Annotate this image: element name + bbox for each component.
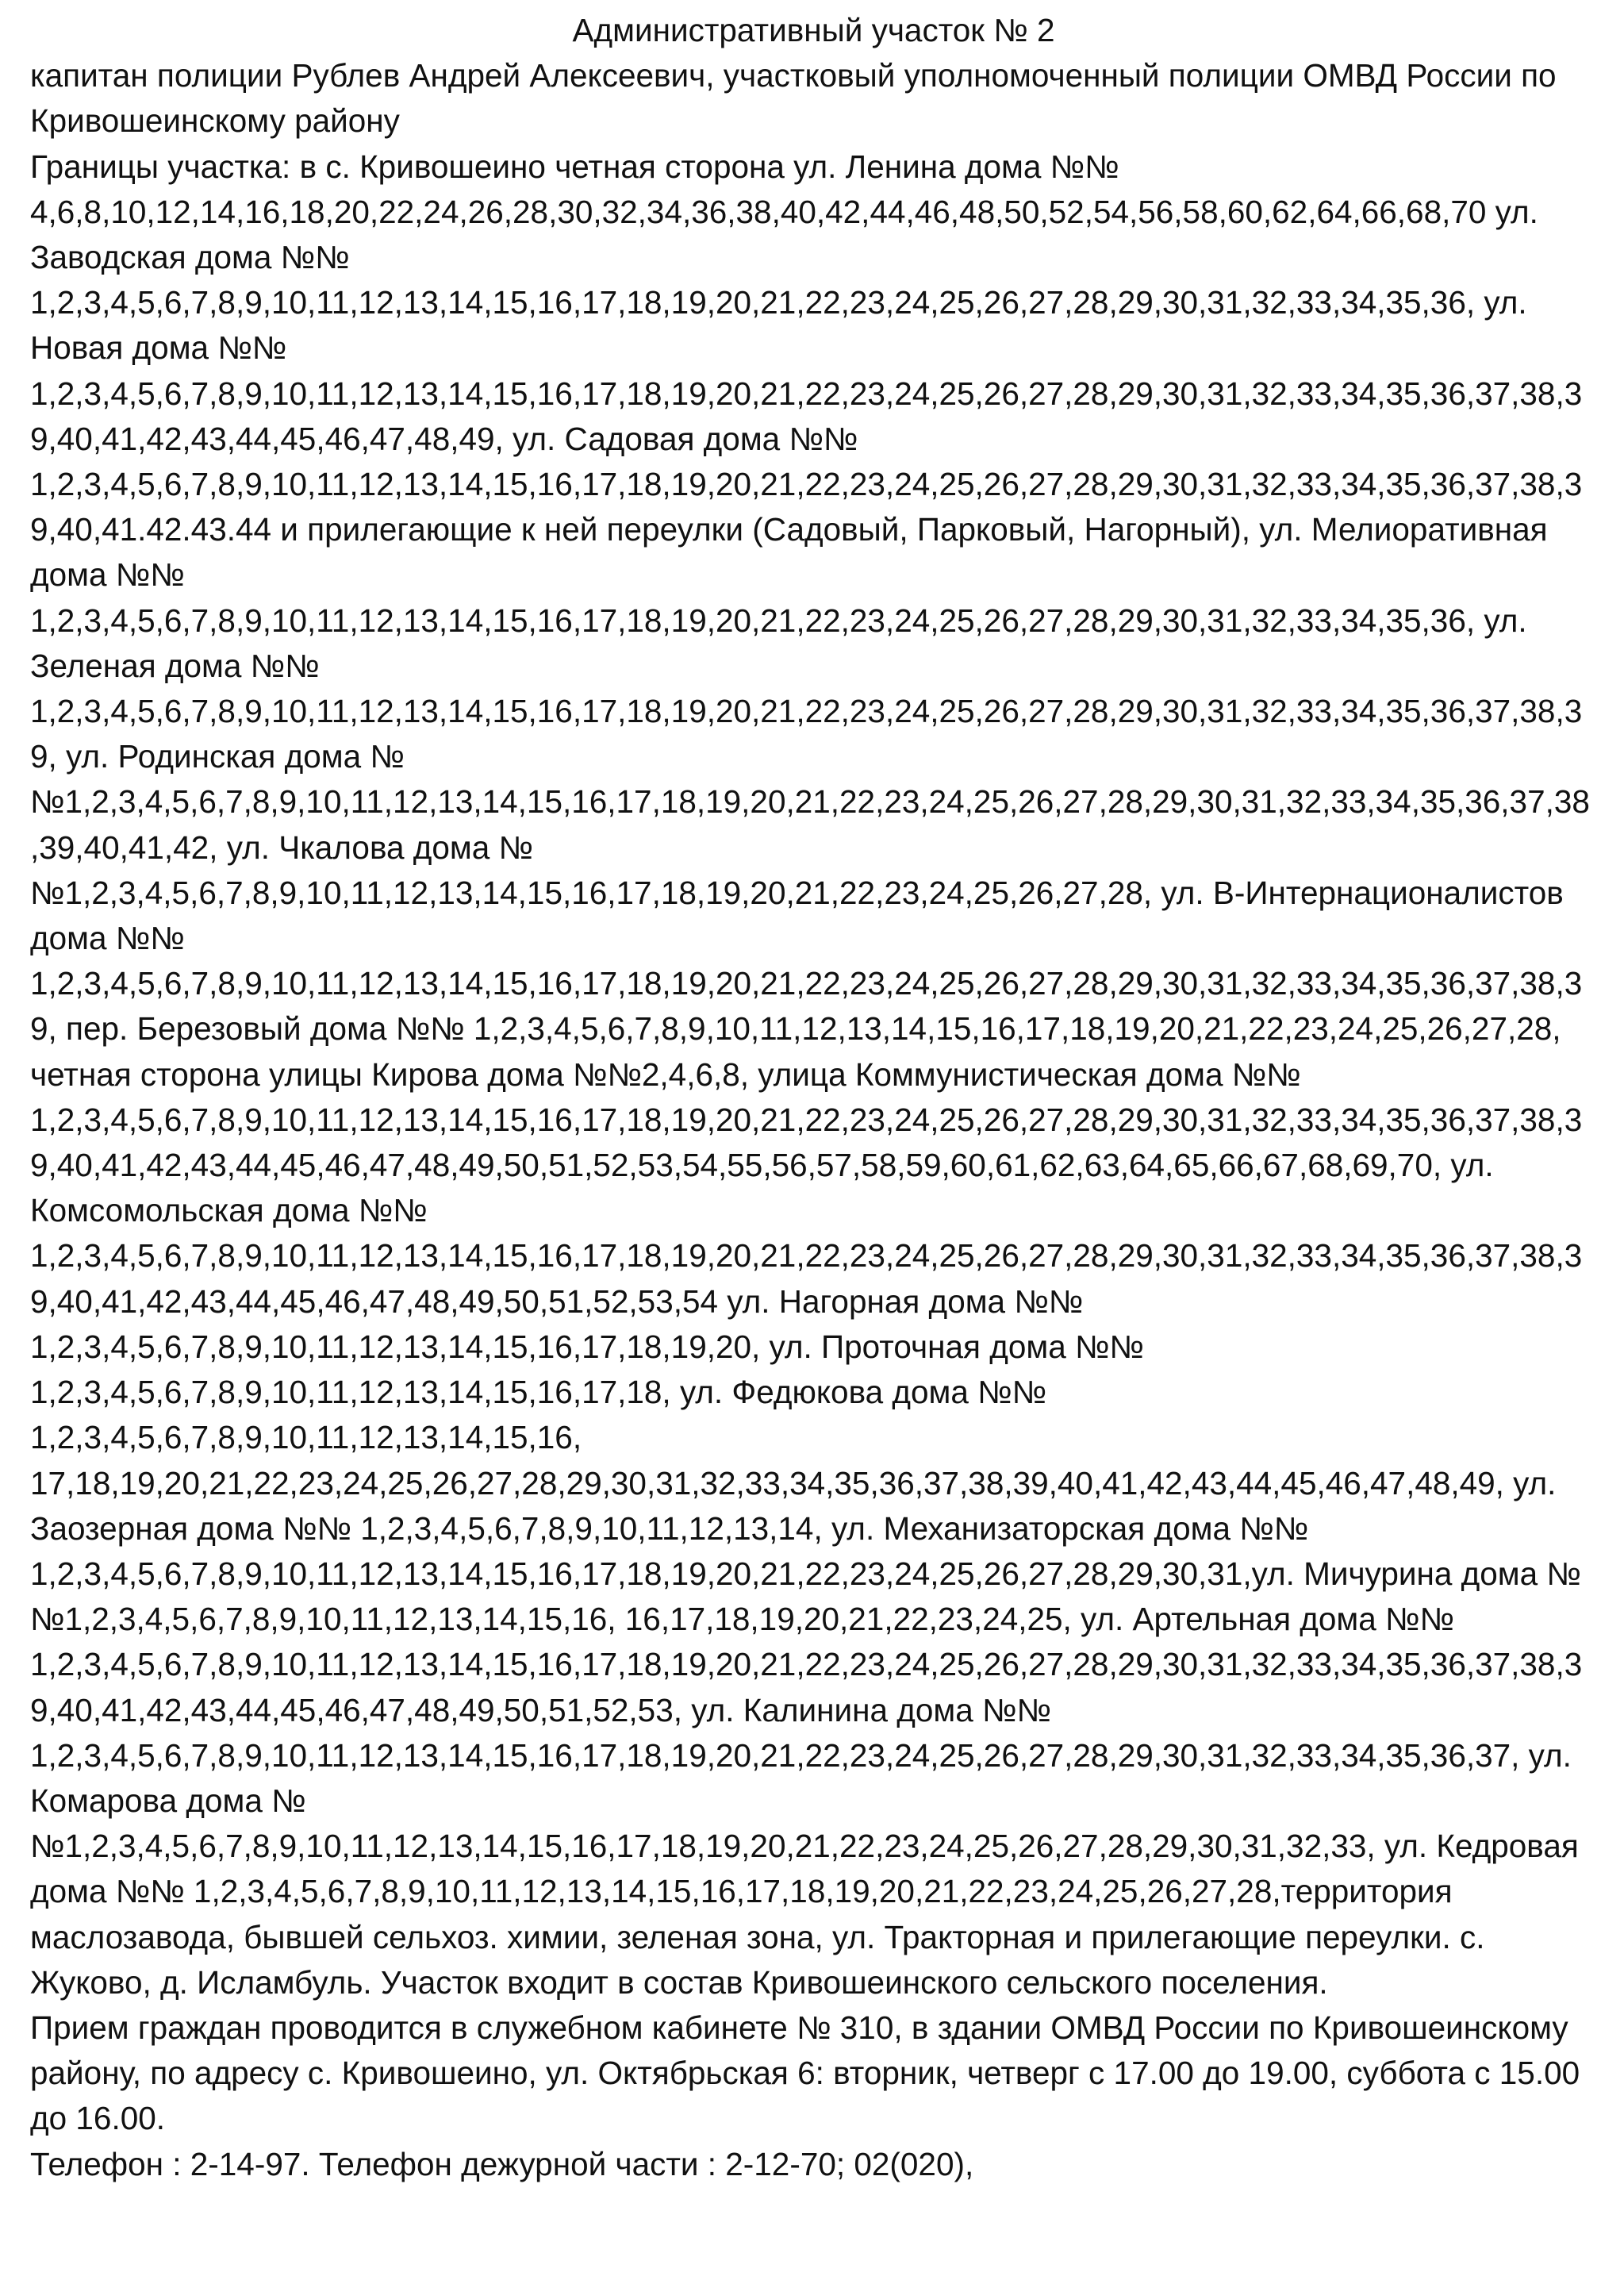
reception-paragraph: Прием граждан проводится в служебном кабинете № 310, в здании ОМВД России по Кривошеинскому району, по адресу с. Кривошеино, ул. Октябрьская 6: вторник, четверг с 17.00 до 19.00, суббота с 15.00 до 16.00. [30, 2009, 1580, 2137]
document-title: Административный участок № 2 [572, 12, 1055, 48]
boundaries-paragraph: Границы участка: в с. Кривошеино четная сторона ул. Ленина дома №№ 4,6,8,10,12,14,16,18,20,22,24,26,28,30,32,34,36,38,40,42,44,46,48,50,52,54,56,58,60,62,64,66,68,70 ул. Заводская дома №№ 1,2,3,4,5,6,7,8,9,10,11,12,13,14,15,16,17,18,19,20,21,22,23,24,25,26,27,28,29,30,31,32,33,34,35,36, ул. Новая дома №№ 1,2,3,4,5,6,7,8,9,10,11,12,13,14,15,16,17,18,19,20,21,22,23,24,25,26,27,28,29,30,31,32,33,34,35,36,37,38,39,40,41,42,43,44,45,46,47,48,49, ул. Садовая дома №№ 1,2,3,4,5,6,7,8,9,10,11,12,13,14,15,16,17,18,19,20,21,22,23,24,25,26,27,28,29,30,31,32,33,34,35,36,37,38,39,40,41.42.43.44 и прилегающие к ней переулки (Садовый, Парковый, Нагорный), ул. Мелиоративная дома №№ 1,2,3,4,5,6,7,8,9,10,11,12,13,14,15,16,17,18,19,20,21,22,23,24,25,26,27,28,29,30,31,32,33,34,35,36, ул. Зеленая дома №№ 1,2,3,4,5,6,7,8,9,10,11,12,13,14,15,16,17,18,19,20,21,22,23,24,25,26,27,28,29,30,31,32,33,34,35,36,37,38,39, ул. Родинская дома №№1,2,3,4,5,6,7,8,9,10,11,12,13,14,15,16,17,18,19,20,21,22,23,24,25,26,27,28,29,30,31,32,33,34,35,36,37,38,39,40,41,42, ул. Чкалова дома №№1,2,3,4,5,6,7,8,9,10,11,12,13,14,15,16,17,18,19,20,21,22,23,24,25,26,27,28, ул. В-Интернационалистов дома №№ 1,2,3,4,5,6,7,8,9,10,11,12,13,14,15,16,17,18,19,20,21,22,23,24,25,26,27,28,29,30,31,32,33,34,35,36,37,38,39, пер. Березовый дома №№ 1,2,3,4,5,6,7,8,9,10,11,12,13,14,15,16,17,18,19,20,21,22,23,24,25,26,27,28, четная сторона улицы Кирова дома №№2,4,6,8, улица Коммунистическая дома №№ 1,2,3,4,5,6,7,8,9,10,11,12,13,14,15,16,17,18,19,20,21,22,23,24,25,26,27,28,29,30,31,32,33,34,35,36,37,38,39,40,41,42,43,44,45,46,47,48,49,50,51,52,53,54,55,56,57,58,59,60,61,62,63,64,65,66,67,68,69,70, ул. Комсомольская дома №№ 1,2,3,4,5,6,7,8,9,10,11,12,13,14,15,16,17,18,19,20,21,22,23,24,25,26,27,28,29,30,31,32,33,34,35,36,37,38,39,40,41,42,43,44,45,46,47,48,49,50,51,52,53,54 ул. Нагорная дома №№ 1,2,3,4,5,6,7,8,9,10,11,12,13,14,15,16,17,18,19,20, ул. Проточная дома №№ 1,2,3,4,5,6,7,8,9,10,11,12,13,14,15,16,17,18, ул. Федюкова дома №№ 1,2,3,4,5,6,7,8,9,10,11,12,13,14,15,16, 17,18,19,20,21,22,23,24,25,26,27,28,29,30,31,32,33,34,35,36,37,38,39,40,41,42,43,44,45,46,47,48,49, ул. Заозерная дома №№ 1,2,3,4,5,6,7,8,9,10,11,12,13,14, ул. Механизаторская дома №№ 1,2,3,4,5,6,7,8,9,10,11,12,13,14,15,16,17,18,19,20,21,22,23,24,25,26,27,28,29,30,31,ул. Мичурина дома №№1,2,3,4,5,6,7,8,9,10,11,12,13,14,15,16, 16,17,18,19,20,21,22,23,24,25, ул. Артельная дома №№ 1,2,3,4,5,6,7,8,9,10,11,12,13,14,15,16,17,18,19,20,21,22,23,24,25,26,27,28,29,30,31,32,33,34,35,36,37,38,39,40,41,42,43,44,45,46,47,48,49,50,51,52,53, ул. Калинина дома №№ 1,2,3,4,5,6,7,8,9,10,11,12,13,14,15,16,17,18,19,20,21,22,23,24,25,26,27,28,29,30,31,32,33,34,35,36,37, ул. Комарова дома №№1,2,3,4,5,6,7,8,9,10,11,12,13,14,15,16,17,18,19,20,21,22,23,24,25,26,27,28,29,30,31,32,33, ул. Кедровая дома №№ 1,2,3,4,5,6,7,8,9,10,11,12,13,14,15,16,17,18,19,20,21,22,23,24,25,26,27,28,территория маслозавода, бывшей сельхоз. химии, зеленая зона, ул. Тракторная и прилегающие переулки. с. Жуково, д. Исламбуль. Участок входит в состав Кривошеинского сельского поселения. [30, 148, 1590, 2001]
officer-paragraph: капитан полиции Рублев Андрей Алексеевич, участковый уполномоченный полиции ОМВД России по Кривошеинскому району [30, 57, 1557, 140]
phones-paragraph: Телефон : 2-14-97. Телефон дежурной части : 2-12-70; 02(020), [30, 2145, 974, 2182]
document-page [30, 8, 1597, 2187]
document-body [30, 53, 1597, 2187]
